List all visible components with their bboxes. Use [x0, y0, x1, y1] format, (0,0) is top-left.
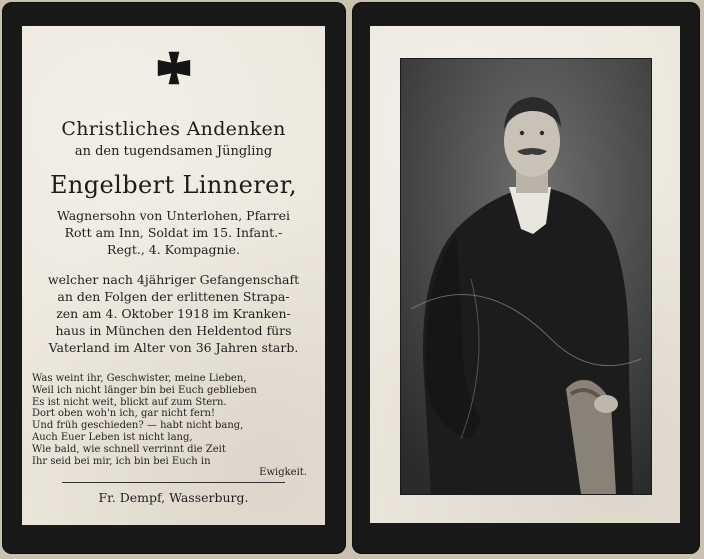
notice-line: welcher nach 4jähriger Gefangenschaft	[47, 272, 300, 287]
poem-line: Dort oben woh'n ich, gar nicht fern!	[32, 408, 216, 420]
portrait-photo	[400, 58, 652, 495]
notice-line: Vaterland im Alter von 36 Jahren starb.	[48, 340, 299, 355]
notice-line: haus in München den Heldentod fürs	[55, 323, 292, 338]
poem-line: Es ist nicht weit, blickt auf zum Stern.	[32, 396, 227, 408]
memorial-subheading: an den tugendsamen Jüngling	[74, 144, 273, 159]
poem-line-final: Ewigkeit.	[259, 467, 307, 479]
left-card-paper	[22, 26, 325, 525]
poem-line: Und früh geschieden? — habt nicht bang,	[32, 420, 244, 432]
description-line: Rott am Inn, Soldat im 15. Infant.-	[64, 225, 283, 240]
printer-credit: Fr. Dempf, Wasserburg.	[98, 490, 249, 505]
poem-line: Ihr seid bei mir, ich bin bei Euch in	[32, 455, 211, 467]
memorial-heading: Christliches Andenken	[61, 118, 286, 140]
memorial-poem	[32, 373, 315, 479]
death-notice-paragraph	[32, 271, 315, 356]
right-card	[352, 2, 700, 554]
deceased-name: Engelbert Linnerer,	[49, 171, 297, 199]
poem-line: Auch Euer Leben ist nicht lang,	[32, 431, 193, 443]
poem-line: Was weint ihr, Geschwister, meine Lieben,	[32, 373, 247, 384]
poem-line: Weil ich nicht länger bin bei Euch geblieben	[32, 384, 257, 396]
divider	[62, 482, 285, 483]
description-paragraph	[32, 207, 315, 258]
iron-cross-icon	[156, 50, 192, 86]
notice-line: zen am 4. Oktober 1918 im Kranken-	[56, 306, 291, 321]
description-line: Wagnersohn von Unterlohen, Pfarrei	[56, 208, 291, 223]
left-card	[2, 2, 346, 554]
notice-line: an den Folgen der erlittenen Strapa-	[57, 289, 290, 304]
poem-line: Wie bald, wie schnell verrinnt die Zeit	[32, 443, 226, 455]
right-card-paper	[370, 26, 680, 523]
description-line: Regt., 4. Kompagnie.	[107, 242, 240, 257]
